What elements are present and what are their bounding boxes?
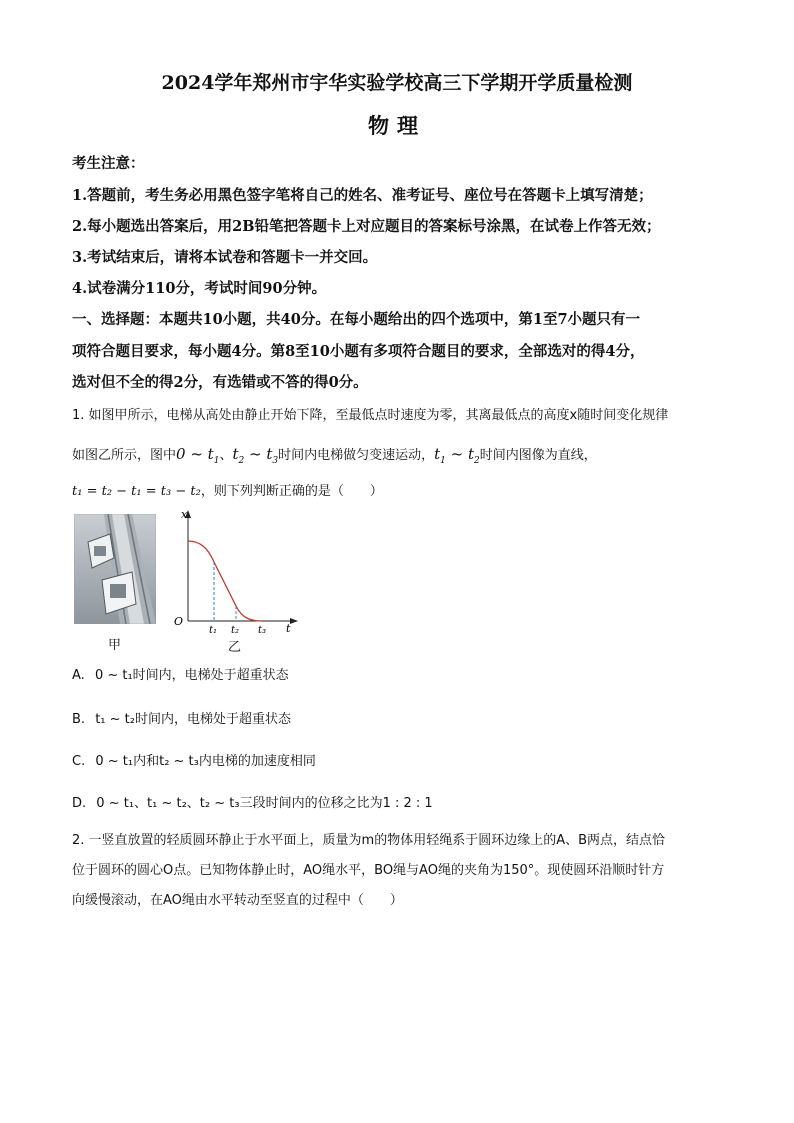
q1-sep: 、: [219, 448, 233, 463]
notice-item-3: 3.考试结束后，请将本试卷和答题卡一并交回。: [72, 249, 378, 266]
option-b-label: B.: [72, 712, 86, 727]
option-a-text: 0 ~ t₁时间内，电梯处于超重状态: [94, 668, 289, 683]
q1-option-c[interactable]: [72, 750, 316, 769]
q1-option-b[interactable]: [72, 708, 291, 727]
q2-stem-line-3: 向缓慢滚动，在AO绳由水平转动至竖直的过程中（ ）: [72, 893, 403, 908]
figure-caption-jia: 甲: [108, 638, 122, 653]
q1-range-2: $t_2$ ~ $t_3$: [232, 445, 279, 466]
tick-t2: t₂: [231, 625, 240, 634]
figure-caption-yi: 乙: [228, 640, 242, 655]
q1-text-a: 如图乙所示，图中: [72, 448, 177, 463]
x-axis-label: t: [286, 622, 291, 634]
x-axis-arrow: [290, 618, 298, 624]
q1-text-b: 时间内电梯做匀变速运动，: [278, 448, 435, 463]
q1-prompt: ，则下列判断正确的是（ ）: [200, 484, 383, 499]
tick-t3: t₃: [258, 625, 267, 634]
q1-equation: t₁ = t₂ − t₁ = t₃ − t₂: [72, 484, 201, 499]
option-d-text: 0 ~ t₁、t₁ ~ t₂、t₂ ~ t₃三段时间内的位移之比为1 : 2 : 1: [96, 796, 433, 811]
notice-item-2: 2.每小题选出答案后，用2B铅笔把答题卡上对应题目的答案标号涂黑，在试卷上作答无效；: [72, 218, 661, 235]
exam-title: 2024学年郑州市宇华实验学校高三下学期开学质量检测: [161, 72, 633, 94]
q1-text-c: 时间内图像为直线，: [479, 448, 597, 463]
q1-option-a[interactable]: [72, 664, 289, 683]
option-d-label: D.: [72, 796, 87, 811]
notice-item-4: 4.试卷满分110分，考试时间90分钟。: [72, 280, 327, 297]
subject-title: 物理: [368, 113, 426, 138]
notice-heading: 考生注意：: [72, 155, 145, 172]
option-c-text: 0 ~ t₁内和t₂ ~ t₃内电梯的加速度相同: [95, 754, 316, 769]
section-line-1: 一、选择题：本题共10小题，共40分。在每小题给出的四个选项中，第1至7小题只有一: [72, 311, 641, 328]
option-a-label: A.: [72, 668, 85, 683]
origin-label: O: [174, 615, 184, 628]
option-c-label: C.: [72, 754, 86, 769]
tick-t1: t₁: [209, 625, 218, 634]
section-line-2: 项符合题目要求，每小题4分。第8至10小题有多项符合题目的要求，全部选对的得4分，: [72, 343, 645, 360]
notice-item-1: 1.答题前，考生务必用黑色签字笔将自己的姓名、准考证号、座位号在答题卡上填写清楚；: [72, 187, 653, 204]
q1-range-3: $t_1$ ~ $t_2$: [434, 445, 480, 466]
q1-stem-line-1: 1. 如图甲所示，电梯从高处由静止开始下降，至最低点时速度为零，其离最低点的高度x随时间变化规律: [72, 408, 669, 423]
q1-option-d[interactable]: [72, 792, 433, 811]
option-b-text: t₁ ~ t₂时间内，电梯处于超重状态: [95, 712, 291, 727]
x-t-graph: [170, 504, 300, 634]
section-line-3: 选对但不全的得2分，有选错或不答的得0分。: [72, 374, 368, 391]
q1-range-1: 0 ~ $t_1$: [176, 445, 220, 466]
y-axis-label: x: [181, 508, 188, 521]
x-t-curve: [188, 541, 262, 621]
q1-stem-line-3: [72, 480, 383, 499]
elevator-photo: [74, 514, 156, 624]
q1-stem-line-2: [72, 444, 597, 466]
q2-stem-line-1: 2. 一竖直放置的轻质圆环静止于水平面上，质量为m的物体用轻绳系于圆环边缘上的A、B两点，结点恰: [72, 833, 666, 848]
q2-stem-line-2: 位于圆环的圆心O点。已知物体静止时，AO绳水平，BO绳与AO绳的夹角为150°。现使圆环沿顺时针方: [72, 863, 665, 878]
